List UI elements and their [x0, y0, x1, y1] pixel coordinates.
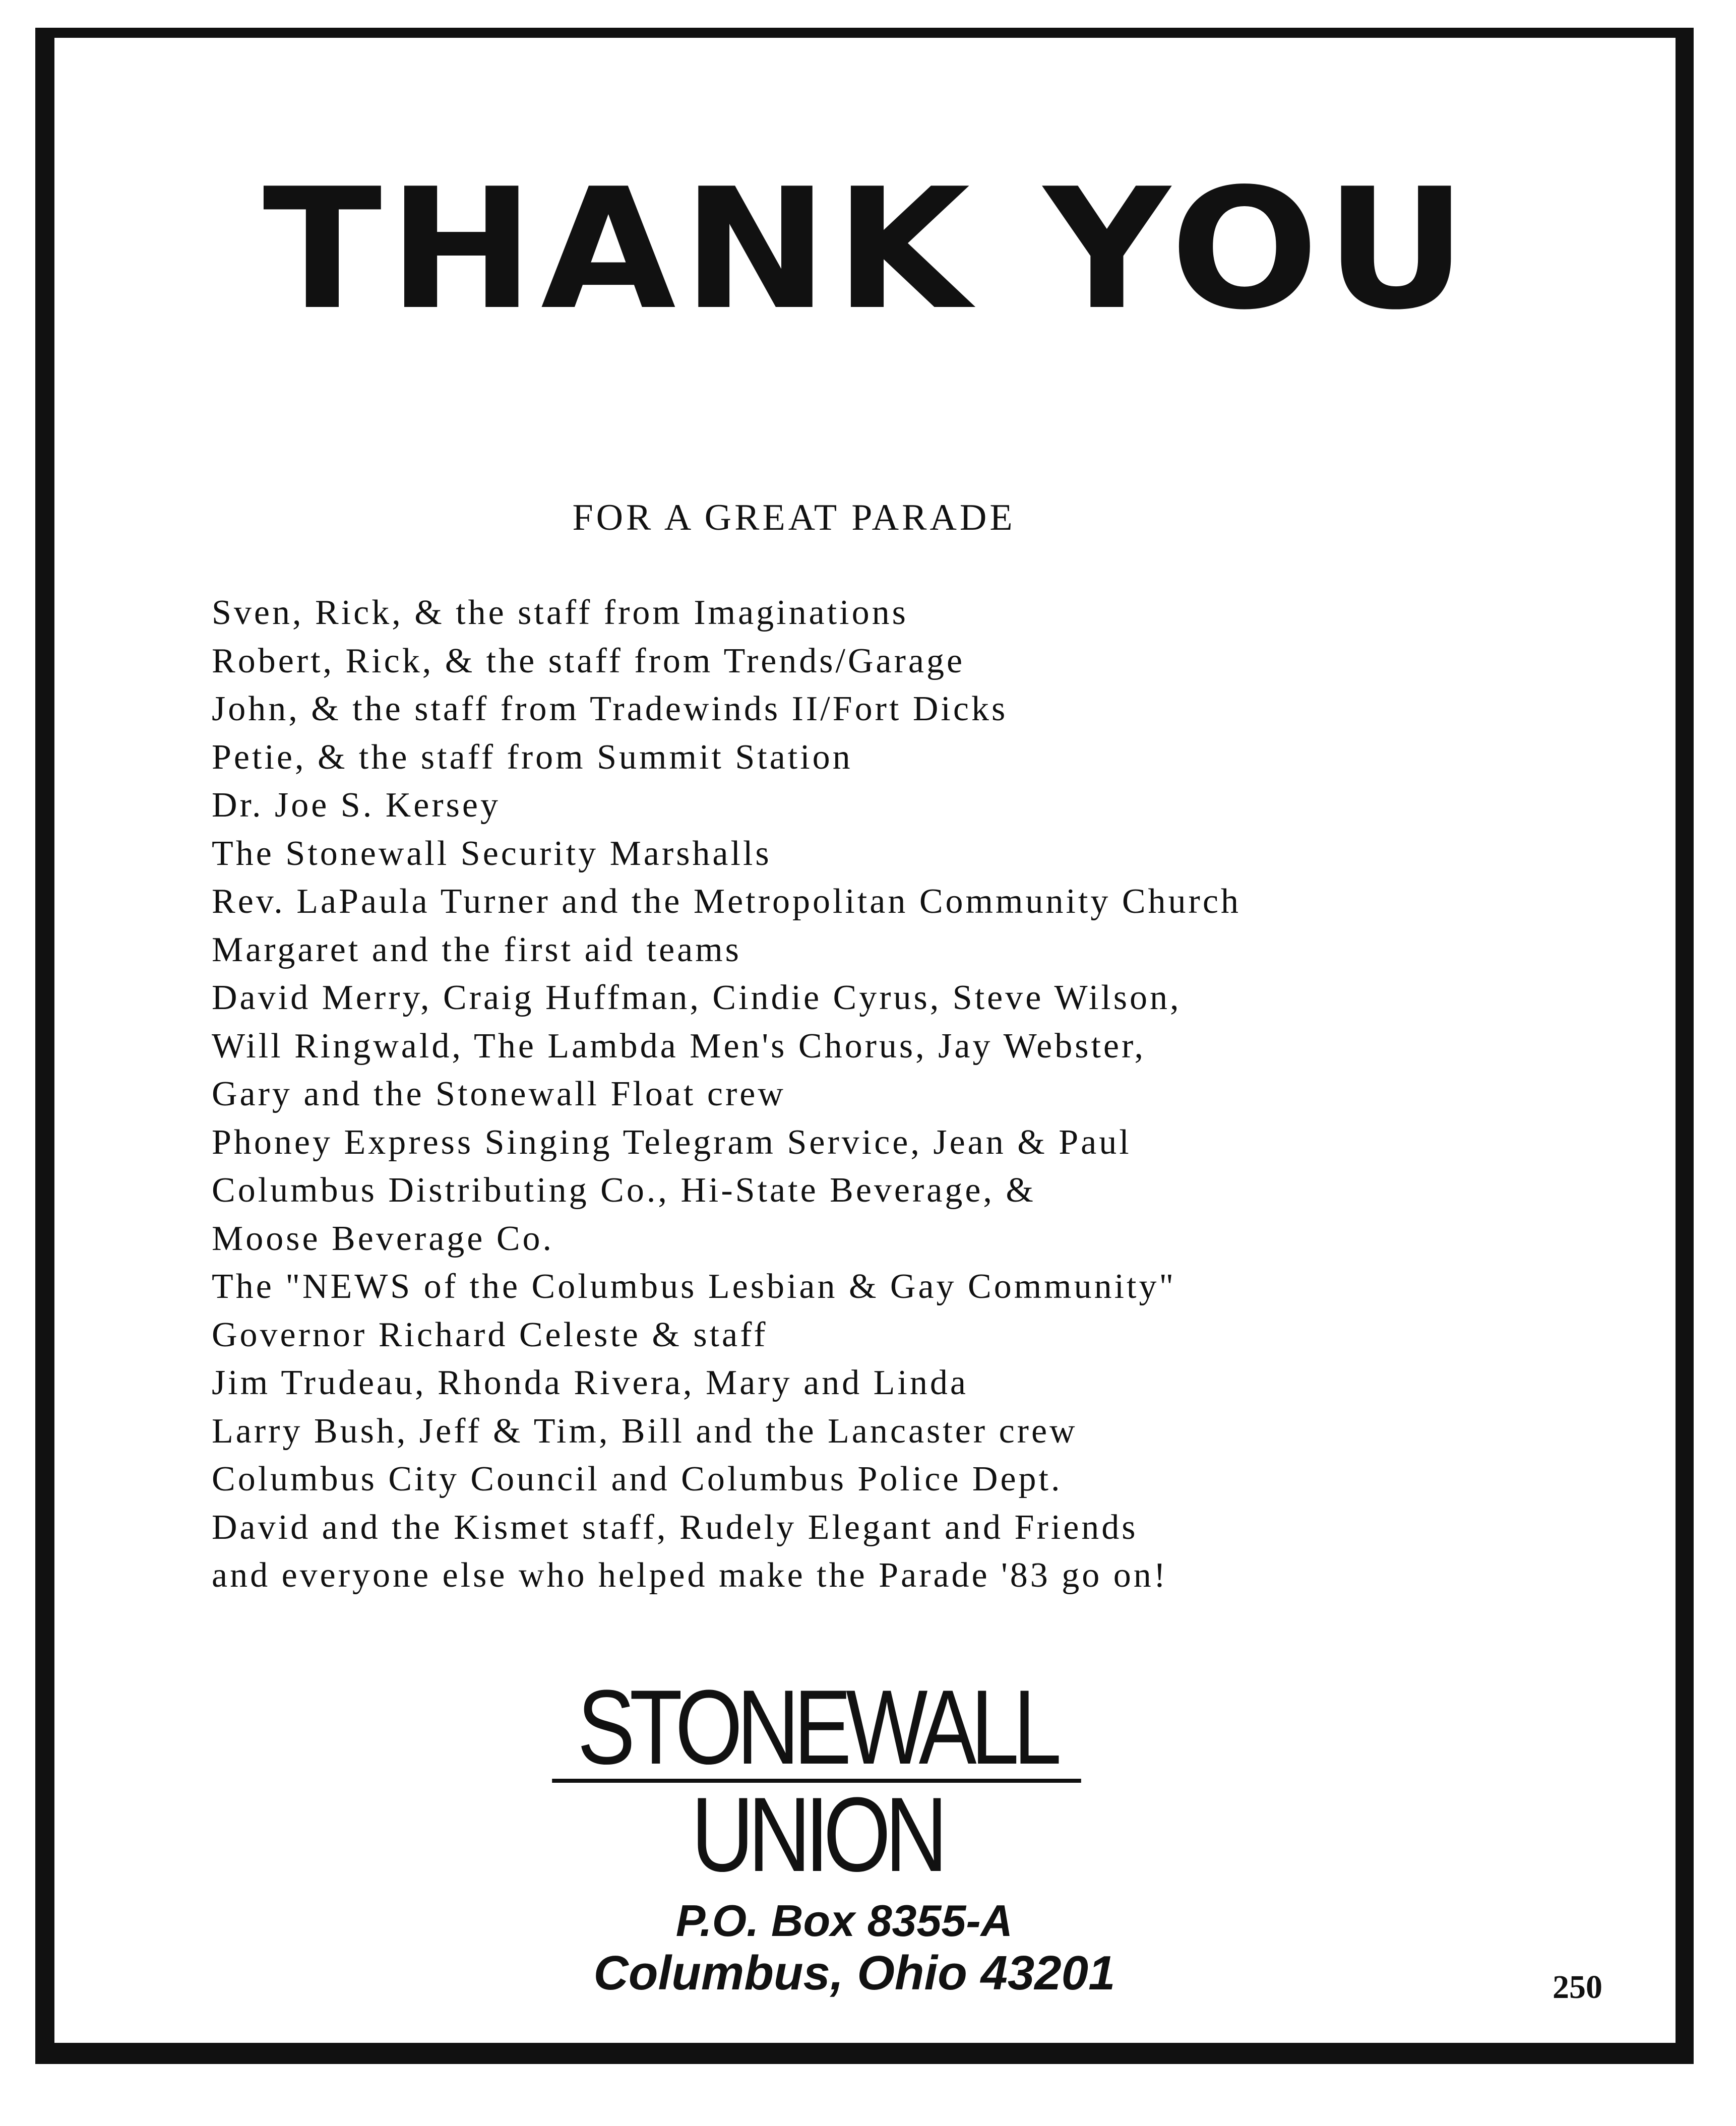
thanks-line: Phoney Express Singing Telegram Service, Jean & Paul	[212, 1122, 1132, 1162]
thanks-line: Gary and the Stonewall Float crew	[212, 1075, 786, 1113]
thanks-list	[212, 589, 1573, 1600]
thanks-line: Governor Richard Celeste & staff	[212, 1315, 768, 1354]
organization-name-line1: STONEWALL	[552, 1678, 1081, 1783]
thanks-line: Jim Trudeau, Rhonda Rivera, Mary and Linda	[212, 1363, 968, 1402]
thanks-line: Columbus City Council and Columbus Police Dept.	[212, 1460, 1063, 1498]
thanks-line: Petie, & the staff from Summit Station	[212, 737, 853, 777]
organization-name-line2: UNION	[691, 1775, 942, 1894]
thanks-line: John, & the staff from Tradewinds II/Fort Dicks	[212, 690, 1008, 728]
address-city: Columbus, Ohio 43201	[593, 1946, 1115, 2000]
thanks-line: Sven, Rick, & the staff from Imaginations	[212, 593, 908, 632]
thanks-line: The "NEWS of the Columbus Lesbian & Gay Community"	[212, 1267, 1176, 1306]
page-title: THANK YOU	[263, 153, 1473, 346]
thanks-line: The Stonewall Security Marshalls	[212, 834, 772, 873]
thanks-line: Larry Bush, Jeff & Tim, Bill and the Lancaster crew	[212, 1411, 1078, 1451]
organization-logo	[552, 1668, 1081, 1894]
thanks-line: Columbus Distributing Co., Hi-State Beverage, &	[212, 1171, 1036, 1210]
page-number: 250	[1553, 1969, 1602, 2006]
thanks-line: Rev. LaPaula Turner and the Metropolitan Community Church	[212, 882, 1241, 921]
thanks-line: and everyone else who helped make the Parade '83 go on!	[212, 1556, 1168, 1595]
thanks-line: Moose Beverage Co.	[212, 1219, 554, 1258]
thanks-line: Dr. Joe S. Kersey	[212, 786, 501, 825]
thanks-line: David Merry, Craig Huffman, Cindie Cyrus, Steve Wilson,	[212, 978, 1182, 1017]
thanks-line: Margaret and the first aid teams	[212, 930, 741, 969]
address-po-box: P.O. Box 8355-A	[675, 1896, 1013, 1946]
thanks-line: Robert, Rick, & the staff from Trends/Garage	[212, 641, 965, 680]
thanks-line: Will Ringwald, The Lambda Men's Chorus, Jay Webster,	[212, 1026, 1146, 1066]
thanks-line: David and the Kismet staff, Rudely Elegant and Friends	[212, 1508, 1138, 1547]
subtitle: FOR A GREAT PARADE	[572, 497, 1016, 538]
